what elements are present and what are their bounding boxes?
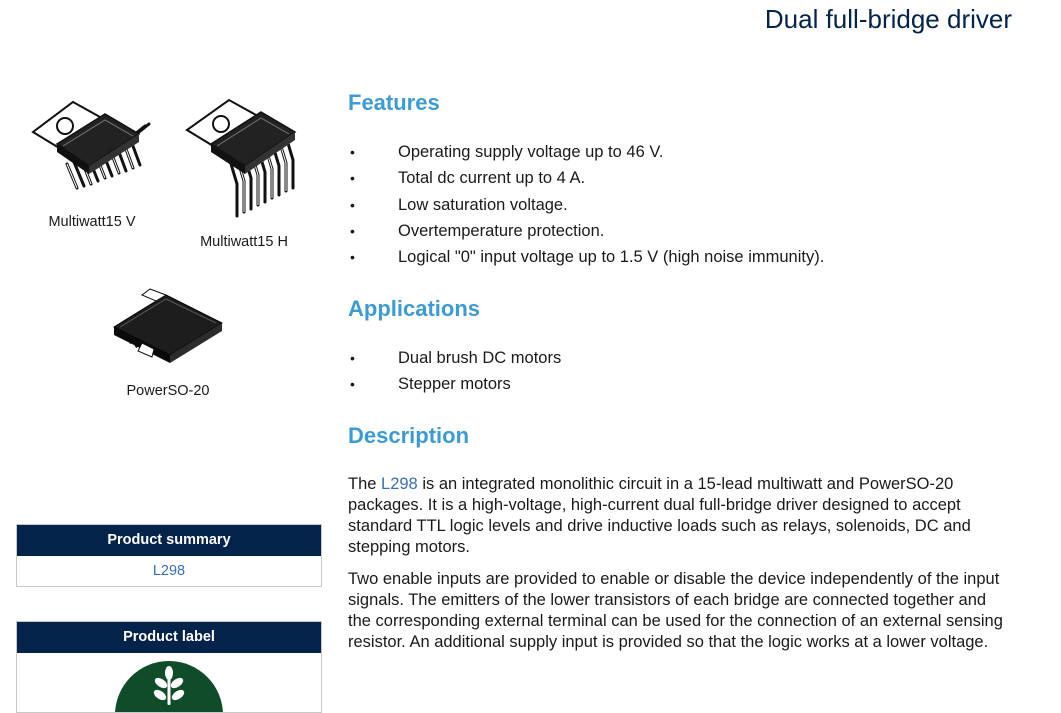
list-item: • Operating supply voltage up to 46 V.: [348, 139, 1013, 165]
left-column: [0, 0, 340, 705]
package-powerso-20: [100, 285, 236, 399]
package-label: PowerSO-20: [126, 383, 210, 399]
features-list: [348, 139, 1013, 270]
bullet-icon: •: [350, 249, 355, 266]
features-heading: Features: [348, 90, 440, 115]
product-summary-box: [16, 524, 322, 587]
l298-link[interactable]: L298: [381, 475, 418, 493]
bullet-icon: •: [350, 170, 355, 187]
description-paragraph-2: Two enable inputs are provided to enable or disable the device independently of the input signals. The emitters of the lower transistors of each bridge are connected together and the corresponding external terminal can be used for the connection of an external sensing resistor. An additional supply input is provided so that the logic works at a lower voltage.: [348, 570, 1003, 651]
applications-heading: Applications: [348, 296, 481, 321]
bullet-icon: •: [350, 144, 355, 160]
document-title: Dual full-bridge driver: [764, 4, 1012, 34]
package-multiwatt15-v: [14, 92, 170, 230]
list-item: • Stepper motors: [348, 371, 1013, 397]
product-summary-part-link[interactable]: L298: [152, 563, 186, 579]
product-label-box: [16, 621, 322, 713]
list-item: • Logical "0" input voltage up to 1.5 V (high noise immunity).: [348, 244, 1013, 270]
product-summary-header: Product summary: [17, 525, 321, 556]
multiwatt15-v-package-image: [27, 92, 157, 202]
list-item: • Low saturation voltage.: [348, 192, 1013, 218]
list-item: • Total dc current up to 4 A.: [348, 165, 1013, 191]
powerso-20-package-image: [108, 285, 228, 367]
description-heading: Description: [348, 423, 470, 448]
bullet-icon: •: [350, 222, 355, 239]
applications-list: [348, 345, 1013, 398]
package-label: Multiwatt15 H: [200, 234, 288, 250]
bullet-icon: •: [350, 350, 355, 366]
leaf-icon: [17, 653, 321, 713]
package-multiwatt15-h: [166, 92, 322, 250]
bullet-icon: •: [350, 376, 355, 393]
package-label: Multiwatt15 V: [48, 214, 136, 230]
multiwatt15-h-package-image: [179, 92, 309, 222]
product-label-badge: [17, 653, 321, 713]
list-item: • Overtemperature protection.: [348, 218, 1013, 244]
list-item: • Dual brush DC motors: [348, 345, 1013, 371]
description-paragraph-1: The L298 is an integrated monolithic circuit in a 15-lead multiwatt and PowerSO-20 packages. It is a high-voltage, high-current dual full-bridge driver designed to accept standard TTL logic levels and drive inductive loads such as relays, solenoids, DC and stepping motors.: [348, 475, 971, 556]
bullet-icon: •: [350, 196, 355, 213]
product-label-header: Product label: [17, 622, 321, 653]
